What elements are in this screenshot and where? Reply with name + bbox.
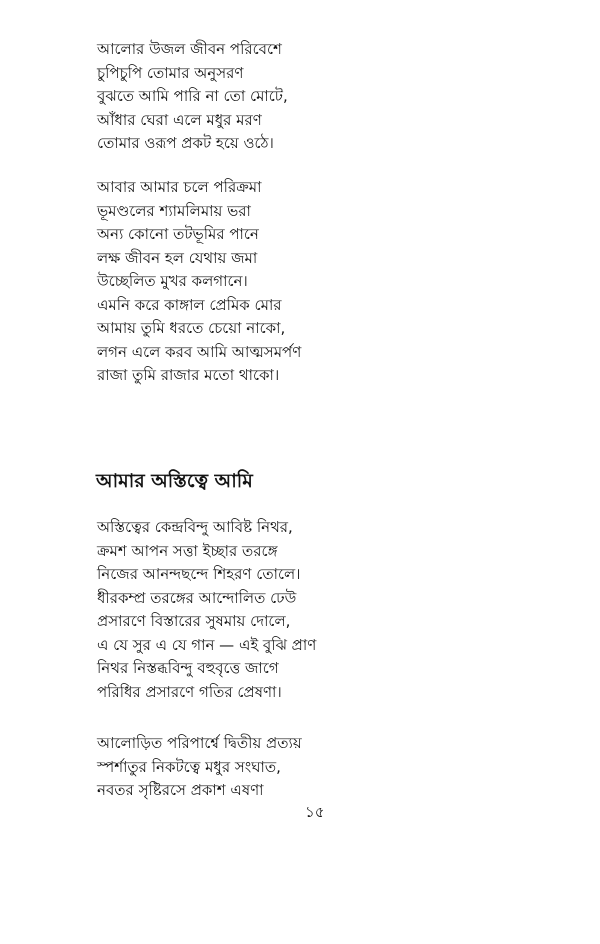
poem-line: ধীরকম্প্র তরঙ্গের আন্দোলিত ঢেউ — [97, 588, 297, 607]
poem-line: আবার আমার চলে পরিক্রমা — [97, 178, 262, 196]
poem-line: ক্রমশ আপন সত্তা ইচ্ছার তরঙ্গে — [97, 541, 278, 560]
poem-line: নিথর নিস্তব্ধবিন্দু বহুবৃত্তে জাগে — [97, 659, 279, 677]
poem-line: আমায় তুমি ধরতে চেয়ো নাকো, — [97, 319, 286, 337]
poem-line: স্পর্শাতুর নিকটত্বে মধুর সংঘাত, — [97, 757, 281, 776]
stanza-2 — [97, 176, 301, 388]
poem-line: নিজের আনন্দছন্দে শিহরণ তোলে। — [97, 565, 301, 583]
poem-line: রাজা তুমি রাজার মতো থাকো। — [97, 366, 280, 384]
poem-line: লক্ষ জীবন হল যেথায় জমা — [97, 248, 258, 267]
poem-line: আলোর উজল জীবন পরিবেশে — [97, 40, 282, 58]
poem-line: নবতর সৃষ্টিরসে প্রকাশ এষণা — [97, 781, 264, 799]
poem-line: লগন এলে করব আমি আত্মসমর্পণ — [97, 342, 302, 361]
poem-line: চুপিচুপি তোমার অনুসরণ — [97, 63, 244, 82]
poem-line: এমনি করে কাঙ্গাল প্রেমিক মোর — [97, 295, 282, 314]
poem-line: এ যে সুর এ যে গান — এই বুঝি প্রাণ — [97, 635, 317, 654]
stanza-3 — [97, 516, 316, 704]
poem-title: আমার অস্তিত্বে আমি — [96, 470, 253, 492]
stanza-4 — [97, 732, 302, 803]
stanza-1 — [97, 38, 288, 156]
poem-line: তোমার ওরূপ প্রকট হয়ে ওঠে। — [97, 134, 274, 152]
poem-line: প্রসারণে বিস্তারের সুষমায় দোলে, — [97, 612, 291, 630]
page-number: ১৫ — [305, 803, 325, 821]
poem-line: আঁধার ঘেরা এলে মধুর মরণ — [97, 110, 262, 129]
poem-line: অস্তিত্বের কেন্দ্রবিন্দু আবিষ্ট নিথর, — [97, 518, 293, 536]
poem-line: অন্য কোনো তটভূমির পানে — [97, 225, 259, 243]
poem-line: আলোড়িত পরিপার্শ্বে দ্বিতীয় প্রত্যয় — [97, 734, 302, 752]
poem-line: উচ্ছেলিত মুখর কলগানে। — [97, 272, 248, 290]
poem-line: ভূমণ্ডলের শ্যামলিমায় ভরা — [97, 201, 251, 220]
poem-line: বুঝতে আমি পারি না তো মোটে, — [97, 87, 288, 105]
poem-line: পরিধির প্রসারণে গতির প্রেষণা। — [97, 682, 282, 701]
